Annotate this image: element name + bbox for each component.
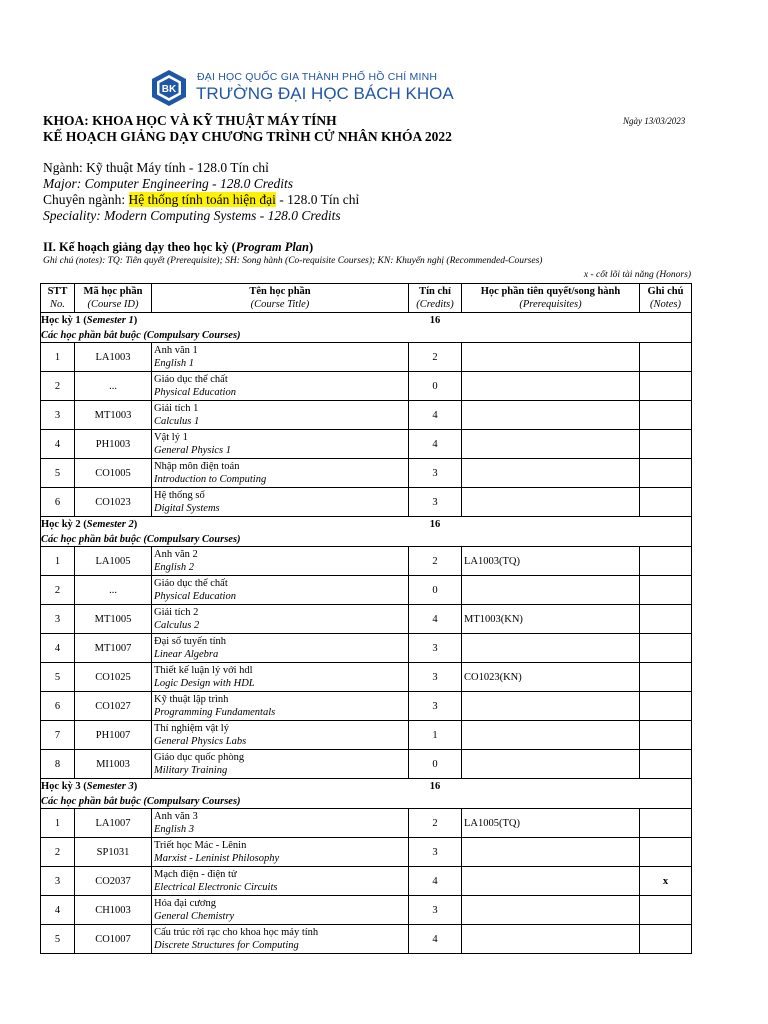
course-row — [41, 721, 692, 750]
course-no: 4 — [41, 430, 75, 459]
course-code: CO1025 — [75, 663, 152, 692]
course-prereq — [462, 576, 640, 605]
course-code: MT1005 — [75, 605, 152, 634]
course-group-label: Các học phần bắt buộc (Compulsary Courses) — [41, 532, 692, 547]
semester-credits: 16 — [409, 517, 462, 533]
course-credits: 2 — [409, 809, 462, 838]
semester-row — [41, 517, 692, 533]
course-title-en: Marxist - Leninist Philosophy — [154, 853, 280, 864]
course-note — [640, 401, 692, 430]
course-no: 5 — [41, 459, 75, 488]
course-no: 5 — [41, 663, 75, 692]
course-credits: 4 — [409, 401, 462, 430]
course-title-en: English 2 — [154, 562, 194, 573]
course-code: MT1007 — [75, 634, 152, 663]
section-title-suffix: ) — [309, 240, 314, 254]
course-no: 2 — [41, 576, 75, 605]
course-title-vn: Cấu trúc rời rạc cho khoa học máy tính — [154, 927, 319, 938]
course-no: 4 — [41, 634, 75, 663]
course-no: 1 — [41, 809, 75, 838]
course-title-en: Logic Design with HDL — [154, 678, 255, 689]
course-title — [152, 838, 409, 867]
course-credits: 0 — [409, 750, 462, 779]
emblem-text: BK — [161, 84, 177, 95]
course-title-en: Calculus 1 — [154, 416, 200, 427]
course-note — [640, 343, 692, 372]
course-title — [152, 750, 409, 779]
course-row — [41, 692, 692, 721]
course-code: PH1003 — [75, 430, 152, 459]
course-credits: 3 — [409, 634, 462, 663]
course-title — [152, 663, 409, 692]
course-title-vn: Kỹ thuật lập trình — [154, 694, 229, 705]
course-no: 1 — [41, 547, 75, 576]
col-header-name: Tên học phần (Course Title) — [152, 284, 409, 313]
course-code: SP1031 — [75, 838, 152, 867]
course-group-label: Các học phần bắt buộc (Compulsary Courses) — [41, 328, 692, 343]
speciality-suffix: - 128.0 Tín chỉ — [275, 192, 360, 207]
bk-emblem-icon — [150, 69, 188, 107]
col-header-prereq: Học phần tiên quyết/song hành (Prerequisites) — [462, 284, 640, 313]
course-row — [41, 605, 692, 634]
course-prereq: CO1023(KN) — [462, 663, 640, 692]
course-title-en: Discrete Structures for Computing — [154, 940, 299, 951]
course-credits: 4 — [409, 867, 462, 896]
course-title-en: Programming Fundamentals — [154, 707, 276, 718]
university-logo — [150, 69, 490, 107]
course-title-en: English 1 — [154, 358, 194, 369]
course-title-vn: Anh văn 3 — [154, 811, 198, 822]
course-code: PH1007 — [75, 721, 152, 750]
course-note — [640, 838, 692, 867]
course-row — [41, 925, 692, 954]
course-title-en: Electrical Electronic Circuits — [154, 882, 278, 893]
course-title-en: General Physics Labs — [154, 736, 247, 747]
document-date: Ngày 13/03/2023 — [623, 116, 686, 126]
semester-row — [41, 313, 692, 329]
course-title-en: General Physics 1 — [154, 445, 231, 456]
section-title — [43, 240, 313, 255]
course-prereq — [462, 634, 640, 663]
section-title-en: Program Plan — [235, 240, 310, 254]
course-code: ... — [75, 576, 152, 605]
course-credits: 1 — [409, 721, 462, 750]
course-row — [41, 867, 692, 896]
course-code: CH1003 — [75, 896, 152, 925]
course-prereq — [462, 750, 640, 779]
course-row — [41, 401, 692, 430]
course-title — [152, 605, 409, 634]
course-title-vn: Giáo dục thể chất — [154, 578, 228, 589]
course-credits: 3 — [409, 663, 462, 692]
course-title-en: General Chemistry — [154, 911, 235, 922]
course-row — [41, 634, 692, 663]
course-prereq: MT1003(KN) — [462, 605, 640, 634]
course-row — [41, 663, 692, 692]
plan-body — [41, 313, 692, 954]
course-title — [152, 459, 409, 488]
course-prereq — [462, 372, 640, 401]
course-title — [152, 547, 409, 576]
course-code: CO1027 — [75, 692, 152, 721]
course-title-en: Physical Education — [154, 591, 236, 602]
course-title-en: Military Training — [154, 765, 228, 776]
table-header-row — [41, 284, 692, 313]
course-title-vn: Đại số tuyến tính — [154, 636, 227, 647]
course-note — [640, 721, 692, 750]
semester-credits: 16 — [409, 779, 462, 795]
col-header-stt: STT No. — [41, 284, 75, 313]
plan-heading: KẾ HOẠCH GIẢNG DẠY CHƯƠNG TRÌNH CỬ NHÂN KHÓA 2022 — [43, 129, 452, 144]
course-row — [41, 838, 692, 867]
course-credits: 3 — [409, 896, 462, 925]
course-title-en: Introduction to Computing — [154, 474, 267, 485]
course-title — [152, 488, 409, 517]
course-note — [640, 925, 692, 954]
course-credits: 2 — [409, 343, 462, 372]
course-no: 3 — [41, 867, 75, 896]
course-no: 3 — [41, 605, 75, 634]
course-prereq — [462, 488, 640, 517]
course-title-vn: Triết học Mác - Lênin — [154, 840, 247, 851]
course-title-vn: Nhập môn điện toán — [154, 461, 240, 472]
course-code: CO2037 — [75, 867, 152, 896]
course-title — [152, 692, 409, 721]
semester-title: Học kỳ 3 (Semester 3) — [41, 779, 409, 795]
speciality-highlight: Hệ thống tính toán hiện đại — [128, 192, 276, 207]
course-group-label: Các học phần bắt buộc (Compulsary Courses) — [41, 794, 692, 809]
semester-credits: 16 — [409, 313, 462, 329]
major-en: Major: Computer Engineering - 128.0 Credits — [43, 176, 293, 191]
course-title-vn: Anh văn 1 — [154, 345, 198, 356]
course-note — [640, 488, 692, 517]
course-row — [41, 459, 692, 488]
course-title-vn: Giải tích 1 — [154, 403, 199, 414]
course-title — [152, 925, 409, 954]
course-prereq — [462, 343, 640, 372]
course-prereq — [462, 896, 640, 925]
course-note — [640, 809, 692, 838]
honors-note: x - cốt lõi tài năng (Honors) — [583, 270, 691, 280]
course-credits: 3 — [409, 459, 462, 488]
course-no: 5 — [41, 925, 75, 954]
course-title-vn: Thiết kế luận lý với hdl — [154, 665, 253, 676]
course-no: 7 — [41, 721, 75, 750]
course-no: 2 — [41, 372, 75, 401]
course-row — [41, 430, 692, 459]
course-group-row — [41, 328, 692, 343]
course-title-vn: Thí nghiệm vật lý — [154, 723, 229, 734]
course-credits: 3 — [409, 838, 462, 867]
course-row — [41, 372, 692, 401]
course-no: 4 — [41, 896, 75, 925]
course-prereq — [462, 838, 640, 867]
course-code: MI1003 — [75, 750, 152, 779]
course-note — [640, 372, 692, 401]
logo-line-1: ĐẠI HỌC QUỐC GIA THÀNH PHỐ HỒ CHÍ MINH — [197, 71, 438, 83]
course-credits: 4 — [409, 430, 462, 459]
course-note: x — [640, 867, 692, 896]
course-no: 1 — [41, 343, 75, 372]
course-code: CO1007 — [75, 925, 152, 954]
course-note — [640, 459, 692, 488]
course-note — [640, 547, 692, 576]
course-row — [41, 896, 692, 925]
course-note — [640, 663, 692, 692]
course-prereq — [462, 430, 640, 459]
course-code: CO1005 — [75, 459, 152, 488]
course-code: LA1007 — [75, 809, 152, 838]
course-prereq — [462, 925, 640, 954]
course-no: 2 — [41, 838, 75, 867]
course-no: 8 — [41, 750, 75, 779]
course-title-en: Linear Algebra — [154, 649, 219, 660]
course-title — [152, 401, 409, 430]
course-prereq — [462, 867, 640, 896]
course-prereq — [462, 401, 640, 430]
course-title — [152, 576, 409, 605]
major-vn: Ngành: Kỹ thuật Máy tính - 128.0 Tín chỉ — [43, 160, 269, 175]
course-row — [41, 809, 692, 838]
course-title — [152, 809, 409, 838]
course-title-vn: Giải tích 2 — [154, 607, 199, 618]
course-title-en: English 3 — [154, 824, 194, 835]
course-code: CO1023 — [75, 488, 152, 517]
course-group-row — [41, 794, 692, 809]
course-credits: 2 — [409, 547, 462, 576]
course-title-vn: Vật lý 1 — [154, 432, 188, 443]
course-prereq: LA1005(TQ) — [462, 809, 640, 838]
course-credits: 4 — [409, 605, 462, 634]
logo-line-2: TRƯỜNG ĐẠI HỌC BÁCH KHOA — [196, 84, 454, 103]
course-title — [152, 867, 409, 896]
course-credits: 3 — [409, 488, 462, 517]
course-title — [152, 343, 409, 372]
section-title-prefix: II. Kế hoạch giảng dạy theo học kỳ ( — [43, 240, 236, 254]
course-title — [152, 896, 409, 925]
course-note — [640, 896, 692, 925]
col-header-notes: Ghi chú (Notes) — [640, 284, 692, 313]
course-credits: 4 — [409, 925, 462, 954]
course-code: LA1005 — [75, 547, 152, 576]
course-title-vn: Giáo dục thể chất — [154, 374, 228, 385]
course-note — [640, 692, 692, 721]
course-code: MT1003 — [75, 401, 152, 430]
course-note — [640, 605, 692, 634]
course-title-vn: Hệ thống số — [154, 490, 205, 501]
course-title-en: Calculus 2 — [154, 620, 200, 631]
course-credits: 0 — [409, 576, 462, 605]
course-title-en: Digital Systems — [154, 503, 220, 514]
course-title — [152, 721, 409, 750]
course-note — [640, 576, 692, 605]
course-no: 3 — [41, 401, 75, 430]
faculty-heading: KHOA: KHOA HỌC VÀ KỸ THUẬT MÁY TÍNH — [43, 113, 337, 128]
course-row — [41, 343, 692, 372]
course-row — [41, 576, 692, 605]
program-plan-table — [40, 283, 692, 954]
course-note — [640, 750, 692, 779]
col-header-code: Mã học phần (Course ID) — [75, 284, 152, 313]
course-prereq: LA1003(TQ) — [462, 547, 640, 576]
course-credits: 3 — [409, 692, 462, 721]
course-note — [640, 634, 692, 663]
course-row — [41, 750, 692, 779]
semester-row — [41, 779, 692, 795]
speciality-en: Speciality: Modern Computing Systems - 128.0 Credits — [43, 208, 341, 223]
course-title — [152, 372, 409, 401]
col-header-credits: Tín chỉ (Credits) — [409, 284, 462, 313]
course-title-vn: Giáo dục quốc phòng — [154, 752, 245, 763]
course-no: 6 — [41, 488, 75, 517]
course-prereq — [462, 721, 640, 750]
abbreviation-notes: Ghi chú (notes): TQ: Tiên quyết (Prerequisite); SH: Song hành (Co-requisite Courses); KN: Khuyến nghị (Recommended-Courses) — [43, 256, 543, 266]
course-group-row — [41, 532, 692, 547]
course-title-vn: Hóa đại cương — [154, 898, 216, 909]
course-code: LA1003 — [75, 343, 152, 372]
course-title-en: Physical Education — [154, 387, 236, 398]
course-credits: 0 — [409, 372, 462, 401]
course-row — [41, 488, 692, 517]
course-note — [640, 430, 692, 459]
course-code: ... — [75, 372, 152, 401]
course-title — [152, 430, 409, 459]
semester-title: Học kỳ 2 (Semester 2) — [41, 517, 409, 533]
semester-title: Học kỳ 1 (Semester 1) — [41, 313, 409, 329]
course-title — [152, 634, 409, 663]
course-prereq — [462, 459, 640, 488]
course-row — [41, 547, 692, 576]
speciality-vn — [43, 192, 359, 208]
course-prereq — [462, 692, 640, 721]
course-title-vn: Mạch điện - điện tử — [154, 869, 237, 880]
course-title-vn: Anh văn 2 — [154, 549, 198, 560]
course-no: 6 — [41, 692, 75, 721]
speciality-prefix: Chuyên ngành: — [43, 192, 129, 207]
